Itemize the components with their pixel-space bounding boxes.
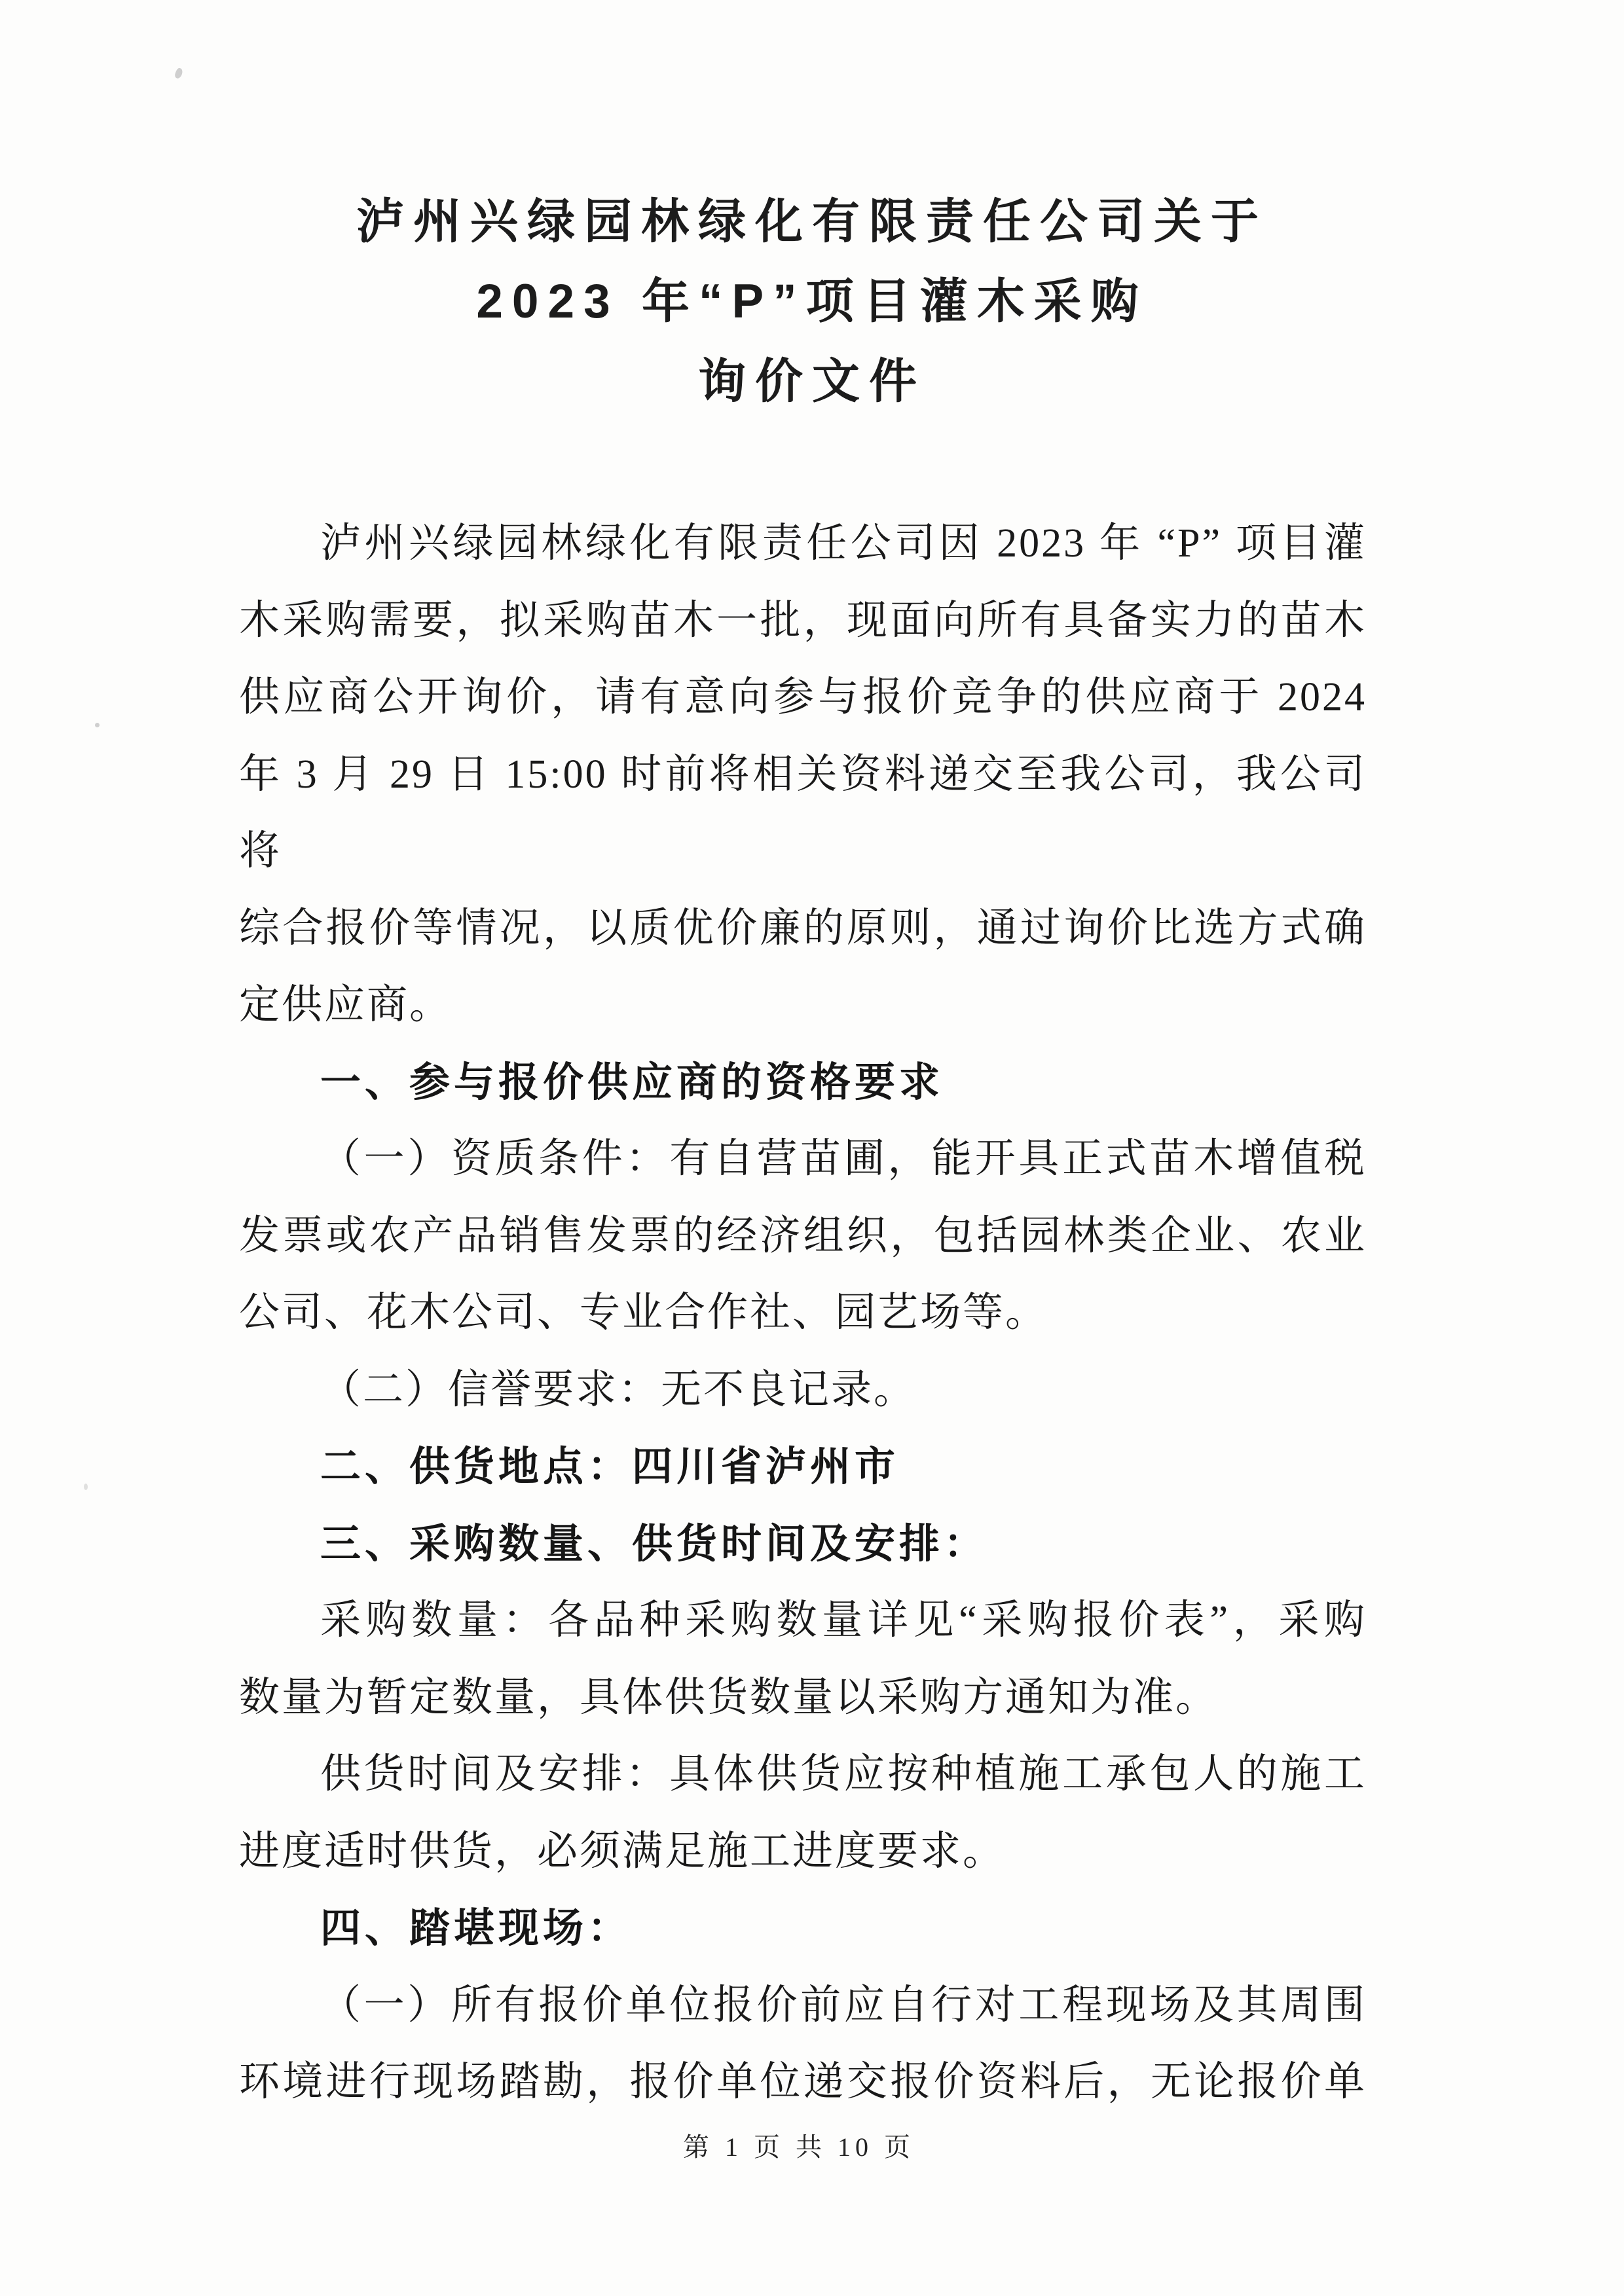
body-text-line: 定供应商。 bbox=[239, 983, 452, 1027]
body-text-line: 发票或农产品销售发票的经济组织，包括园林类企业、农业 bbox=[239, 1213, 1367, 1258]
scan-speck bbox=[84, 1484, 88, 1490]
page-footer bbox=[0, 2129, 1598, 2166]
section-heading-line: 四、踏堪现场： bbox=[320, 1906, 633, 1951]
document-title bbox=[118, 182, 1506, 422]
document-title-line-1: 泸州兴绿园林绿化有限责任公司关于 bbox=[356, 195, 1268, 248]
document-body bbox=[239, 505, 1367, 2121]
scan-speck bbox=[95, 723, 100, 727]
page-number-label: 第 1 页 共 10 页 bbox=[683, 2132, 915, 2162]
body-text-line: （一）所有报价单位报价前应自行对工程现场及其周围 bbox=[320, 1982, 1367, 2028]
section-heading-line: 三、采购数量、供货时间及安排： bbox=[320, 1521, 989, 1567]
body-text-line: 供货时间及安排：具体供货应按种植施工承包人的施工 bbox=[320, 1752, 1367, 1796]
body-text-line: 供应商公开询价，请有意向参与报价竞争的供应商于 2024 bbox=[239, 675, 1367, 720]
body-text-line: 年 3 月 29 日 15:00 时前将相关资料递交至我公司，我公司将 bbox=[239, 752, 1367, 873]
body-text-line: 采购数量：各品种采购数量详见“采购报价表”，采购 bbox=[320, 1598, 1367, 1643]
body-text-line: 木采购需要，拟采购苗木一批，现面向所有具备实力的苗木 bbox=[239, 598, 1367, 643]
body-text-line: 进度适时供货，必须满足施工进度要求。 bbox=[239, 1829, 1006, 1874]
body-text-line: 数量为暂定数量，具体供货数量以采购方通知为准。 bbox=[239, 1675, 1219, 1720]
section-heading-line: 二、供货地点：四川省泸州市 bbox=[320, 1444, 900, 1489]
body-text-line: 泸州兴绿园林绿化有限责任公司因 2023 年 “P” 项目灌 bbox=[320, 521, 1367, 566]
body-text-line: 综合报价等情况，以质优价廉的原则，通过询价比选方式确 bbox=[239, 905, 1367, 951]
section-heading-line: 一、参与报价供应商的资格要求 bbox=[320, 1059, 944, 1105]
body-text-line: （二）信誉要求：无不良记录。 bbox=[320, 1367, 917, 1412]
body-text-line: 公司、花木公司、专业合作社、园艺场等。 bbox=[239, 1290, 1048, 1335]
document-title-line-3: 询价文件 bbox=[698, 355, 926, 408]
body-text-line: （一）资质条件：有自营苗圃，能开具正式苗木增值税 bbox=[320, 1137, 1367, 1181]
document-title-line-2: 2023 年“P”项目灌木采购 bbox=[476, 275, 1148, 328]
body-text-line: 环境进行现场踏勘，报价单位递交报价资料后，无论报价单 bbox=[239, 2060, 1367, 2104]
scan-speck bbox=[174, 67, 184, 80]
